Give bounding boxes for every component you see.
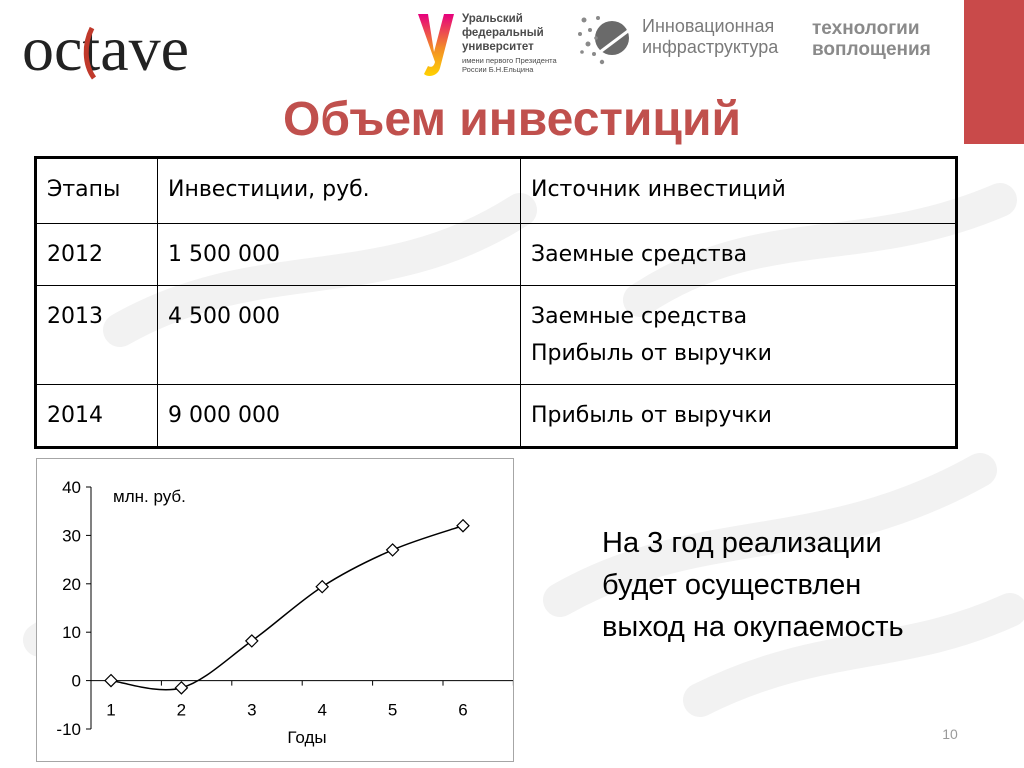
urfu-u-icon xyxy=(414,10,458,80)
data-point xyxy=(105,675,117,687)
table-row xyxy=(36,224,957,286)
y-tick-label: 30 xyxy=(62,526,81,546)
cell-source xyxy=(521,385,957,448)
cell-year: 2012 xyxy=(36,224,158,286)
data-point xyxy=(457,520,469,532)
page-number: 10 xyxy=(942,726,958,742)
table-row xyxy=(36,286,957,385)
octave-logo xyxy=(20,8,230,88)
payback-note xyxy=(602,522,992,648)
x-tick-label: 6 xyxy=(458,700,468,720)
urfu-logo xyxy=(414,8,564,80)
octave-logo-icon xyxy=(20,8,230,88)
x-tick-label: 4 xyxy=(317,700,327,720)
cell-amount: 9 000 000 xyxy=(158,385,521,448)
y-tick-label: 40 xyxy=(62,478,81,497)
urfu-name-line: Уральский xyxy=(462,13,523,25)
source-line: Прибыль от выручки xyxy=(531,403,772,428)
x-tick-label: 1 xyxy=(106,700,116,720)
technology-line: технологии xyxy=(812,18,920,39)
payback-chart xyxy=(36,458,514,762)
y-tick-label: 10 xyxy=(62,623,81,643)
data-point xyxy=(246,635,258,647)
cell-amount: 1 500 000 xyxy=(158,224,521,286)
urfu-name-line: университет xyxy=(462,41,534,53)
innovation-line: Инновационная xyxy=(642,16,775,36)
x-tick-label: 5 xyxy=(387,700,398,720)
x-tick-label: 3 xyxy=(247,700,257,720)
urfu-subtitle: имени первого Президента России Б.Н.Ельцина xyxy=(462,56,557,74)
urfu-text xyxy=(462,12,572,74)
cell-source xyxy=(521,286,957,385)
cell-year: 2013 xyxy=(36,286,158,385)
note-line: будет осуществлен xyxy=(602,569,862,601)
data-point xyxy=(316,581,328,593)
investment-table xyxy=(34,156,958,449)
urfu-name-line: федеральный xyxy=(462,27,544,39)
header-cell-investments: Инвестиции, руб. xyxy=(158,158,521,224)
note-line: На 3 год реализации xyxy=(602,527,882,559)
innovation-text xyxy=(642,16,802,58)
innovation-emblem-icon xyxy=(572,8,638,74)
line-chart-svg xyxy=(37,459,513,761)
series-line xyxy=(111,526,463,690)
y-tick-label: 20 xyxy=(62,574,81,594)
table-header-row xyxy=(36,158,957,224)
technology-line: воплощения xyxy=(812,39,931,60)
innovation-line: инфраструктура xyxy=(642,37,779,57)
svg-text:octave: octave xyxy=(22,13,189,84)
cell-source xyxy=(521,224,957,286)
data-point xyxy=(387,544,399,556)
data-point xyxy=(175,682,187,694)
x-tick-label: 2 xyxy=(176,700,187,720)
y-tick-label: 0 xyxy=(71,671,81,691)
y-tick-label: -10 xyxy=(56,720,81,739)
technology-logo xyxy=(812,18,960,60)
table-row xyxy=(36,385,957,448)
innovation-logo xyxy=(572,8,802,78)
note-line: выход на окупаемость xyxy=(602,611,904,643)
header-cell-stages: Этапы xyxy=(36,158,158,224)
header-cell-source: Источник инвестиций xyxy=(521,158,957,224)
y-axis-label: млн. руб. xyxy=(113,487,186,506)
cell-amount: 4 500 000 xyxy=(158,286,521,385)
source-line: Заемные средства xyxy=(531,304,748,329)
source-line: Заемные средства xyxy=(531,242,748,267)
cell-year: 2014 xyxy=(36,385,158,448)
page-title: Объем инвестиций xyxy=(283,93,741,146)
source-line: Прибыль от выручки xyxy=(531,341,772,366)
x-axis-label: Годы xyxy=(287,728,327,747)
